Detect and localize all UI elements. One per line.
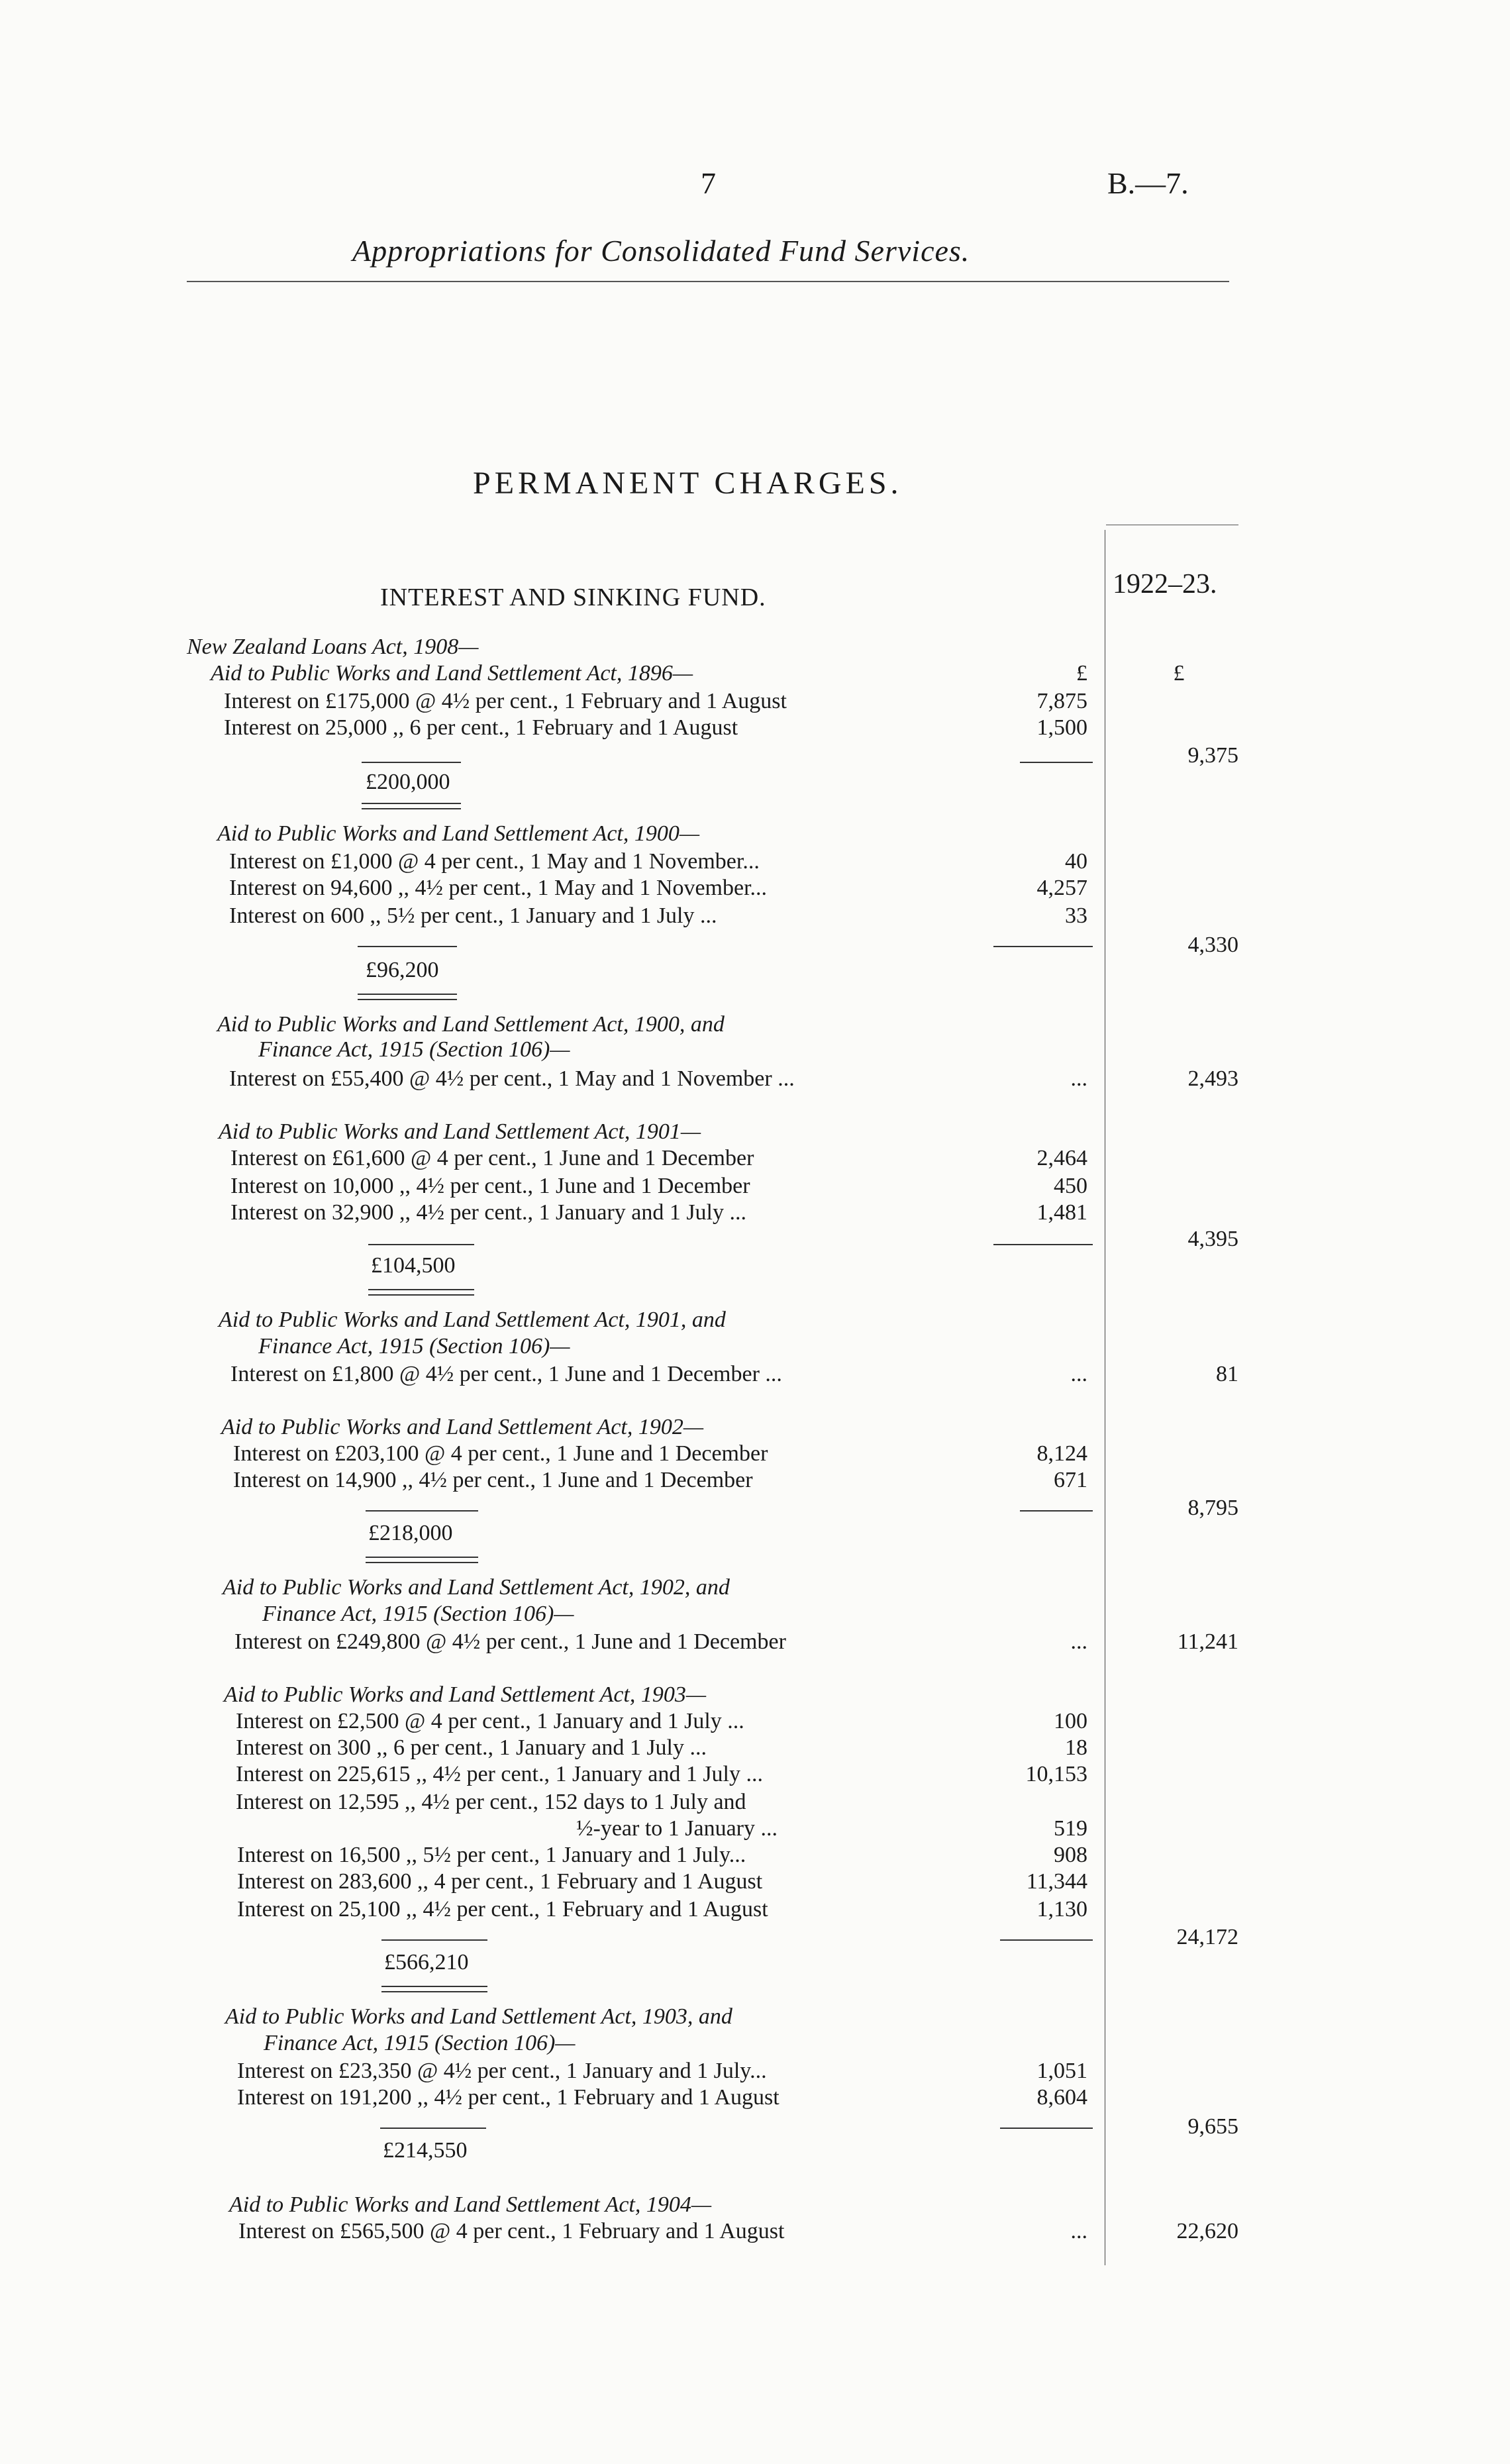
interest-amount: ... bbox=[1070, 2219, 1087, 2243]
section-total: 24,172 bbox=[1176, 1925, 1238, 1949]
subtotal-rule bbox=[993, 946, 1093, 947]
interest-line: Interest on 10,000 ,, 4½ per cent., 1 June and 1 December bbox=[230, 1174, 750, 1198]
act-title: New Zealand Loans Act, 1908— bbox=[187, 635, 479, 659]
interest-amount: 7,875 bbox=[1036, 689, 1087, 713]
section-title: Aid to Public Works and Land Settlement Act, 1902, and bbox=[223, 1575, 730, 1600]
section-title: Aid to Public Works and Land Settlement Act, 1900— bbox=[217, 821, 700, 846]
document-reference: B.—7. bbox=[1107, 166, 1189, 200]
section-total: 4,395 bbox=[1187, 1227, 1238, 1251]
interest-line: Interest on £23,350 @ 4½ per cent., 1 January and 1 July... bbox=[237, 2059, 767, 2083]
principal-rule bbox=[358, 946, 457, 947]
interest-amount: 8,124 bbox=[1036, 1441, 1087, 1466]
section-title-cont: Finance Act, 1915 (Section 106)— bbox=[262, 1602, 574, 1626]
principal-rule bbox=[380, 2128, 486, 2129]
interest-amount: 8,604 bbox=[1036, 2085, 1087, 2110]
interest-amount: 40 bbox=[1065, 849, 1087, 874]
subtotal-rule bbox=[1000, 2128, 1093, 2129]
interest-line: Interest on 14,900 ,, 4½ per cent., 1 June and 1 December bbox=[233, 1468, 753, 1492]
interest-amount: 1,500 bbox=[1036, 715, 1087, 740]
interest-line: Interest on £55,400 @ 4½ per cent., 1 May and 1 November ... bbox=[229, 1066, 795, 1091]
interest-amount: 11,344 bbox=[1026, 1869, 1087, 1894]
interest-line: Interest on £203,100 @ 4 per cent., 1 June and 1 December bbox=[233, 1441, 768, 1466]
section-total: 8,795 bbox=[1187, 1496, 1238, 1520]
principal-rule bbox=[362, 762, 461, 763]
principal-amount: £104,500 bbox=[371, 1253, 456, 1278]
subtotal-rule bbox=[1020, 762, 1093, 763]
section-total: 9,375 bbox=[1187, 743, 1238, 768]
interest-line: Interest on 300 ,, 6 per cent., 1 January and 1 July ... bbox=[236, 1735, 707, 1760]
principal-amount: £218,000 bbox=[368, 1521, 453, 1545]
principal-rule bbox=[368, 1244, 474, 1245]
interest-amount: 450 bbox=[1054, 1174, 1087, 1198]
interest-amount: ... bbox=[1070, 1066, 1087, 1091]
page-number: 7 bbox=[701, 166, 716, 200]
section-total: 22,620 bbox=[1176, 2219, 1238, 2243]
section-total: 2,493 bbox=[1187, 1066, 1238, 1091]
interest-line: Interest on £1,800 @ 4½ per cent., 1 June and 1 December ... bbox=[230, 1362, 782, 1386]
interest-line: Interest on £1,000 @ 4 per cent., 1 May and 1 November... bbox=[229, 849, 760, 874]
interest-amount: 908 bbox=[1054, 1843, 1087, 1867]
section-title: Aid to Public Works and Land Settlement Act, 1901, and bbox=[219, 1308, 726, 1332]
principal-amount: £96,200 bbox=[366, 958, 439, 982]
interest-line: Interest on £565,500 @ 4 per cent., 1 February and 1 August bbox=[238, 2219, 785, 2243]
section-total: 9,655 bbox=[1187, 2114, 1238, 2139]
interest-line: Interest on 16,500 ,, 5½ per cent., 1 January and 1 July... bbox=[237, 1843, 746, 1867]
interest-amount: 519 bbox=[1054, 1816, 1087, 1841]
interest-amount: ... bbox=[1070, 1629, 1087, 1654]
interest-line: Interest on 191,200 ,, 4½ per cent., 1 February and 1 August bbox=[237, 2085, 780, 2110]
section-title: Aid to Public Works and Land Settlement Act, 1904— bbox=[229, 2192, 712, 2217]
principal-double-rule bbox=[368, 1289, 474, 1296]
interest-amount: 671 bbox=[1054, 1468, 1087, 1492]
principal-double-rule bbox=[366, 1557, 478, 1563]
interest-amount: 33 bbox=[1065, 903, 1087, 928]
section-title: Aid to Public Works and Land Settlement Act, 1901— bbox=[219, 1119, 701, 1144]
currency-left: £ bbox=[1076, 661, 1087, 686]
interest-amount: 4,257 bbox=[1036, 876, 1087, 900]
interest-amount: 10,153 bbox=[1025, 1762, 1087, 1786]
principal-double-rule bbox=[358, 994, 457, 1000]
interest-line: Interest on £2,500 @ 4 per cent., 1 January and 1 July ... bbox=[236, 1709, 744, 1733]
interest-amount: 2,464 bbox=[1036, 1146, 1087, 1170]
section-title: Aid to Public Works and Land Settlement Act, 1896— bbox=[211, 661, 693, 686]
interest-amount: 1,481 bbox=[1036, 1200, 1087, 1225]
interest-amount: 1,130 bbox=[1036, 1897, 1087, 1922]
principal-double-rule bbox=[381, 1986, 487, 1992]
section-title-cont: Finance Act, 1915 (Section 106)— bbox=[264, 2031, 576, 2055]
section-title: Aid to Public Works and Land Settlement Act, 1903, and bbox=[225, 2004, 732, 2029]
interest-amount: 18 bbox=[1065, 1735, 1087, 1760]
principal-amount: £214,550 bbox=[383, 2138, 468, 2163]
interest-line: Interest on 12,595 ,, 4½ per cent., 152 days to 1 July and bbox=[236, 1790, 746, 1814]
interest-amount: ... bbox=[1070, 1362, 1087, 1386]
subheading: INTEREST AND SINKING FUND. bbox=[380, 584, 766, 611]
subtotal-rule bbox=[993, 1244, 1093, 1245]
section-total: 11,241 bbox=[1177, 1629, 1238, 1654]
currency-right: £ bbox=[1173, 661, 1185, 686]
interest-line: Interest on 32,900 ,, 4½ per cent., 1 January and 1 July ... bbox=[230, 1200, 746, 1225]
interest-line: Interest on 600 ,, 5½ per cent., 1 January and 1 July ... bbox=[229, 903, 717, 928]
section-heading: PERMANENT CHARGES. bbox=[473, 466, 903, 501]
interest-amount: 100 bbox=[1054, 1709, 1087, 1733]
interest-line-cont: ½-year to 1 January ... bbox=[576, 1816, 778, 1841]
principal-rule bbox=[366, 1510, 478, 1512]
section-total: 81 bbox=[1216, 1362, 1238, 1386]
header-rule bbox=[187, 281, 1229, 282]
section-title: Aid to Public Works and Land Settlement Act, 1903— bbox=[224, 1682, 707, 1707]
principal-amount: £200,000 bbox=[366, 770, 450, 794]
interest-line: Interest on £61,600 @ 4 per cent., 1 June and 1 December bbox=[230, 1146, 754, 1170]
principal-double-rule bbox=[362, 803, 461, 809]
interest-line: Interest on 25,000 ,, 6 per cent., 1 February and 1 August bbox=[224, 715, 738, 740]
interest-line: Interest on 225,615 ,, 4½ per cent., 1 January and 1 July ... bbox=[236, 1762, 763, 1786]
interest-amount: 1,051 bbox=[1036, 2059, 1087, 2083]
page-title: Appropriations for Consolidated Fund Services. bbox=[352, 234, 970, 268]
section-title-cont: Finance Act, 1915 (Section 106)— bbox=[258, 1037, 570, 1062]
principal-amount: £566,210 bbox=[384, 1950, 469, 1975]
section-title: Aid to Public Works and Land Settlement Act, 1900, and bbox=[217, 1012, 725, 1037]
column-year: 1922–23. bbox=[1113, 569, 1217, 599]
interest-line: Interest on £175,000 @ 4½ per cent., 1 February and 1 August bbox=[224, 689, 787, 713]
interest-line: Interest on £249,800 @ 4½ per cent., 1 June and 1 December bbox=[234, 1629, 786, 1654]
section-total: 4,330 bbox=[1187, 933, 1238, 957]
subtotal-rule bbox=[1000, 1939, 1093, 1941]
principal-rule bbox=[381, 1939, 487, 1941]
section-title: Aid to Public Works and Land Settlement Act, 1902— bbox=[221, 1415, 704, 1439]
interest-line: Interest on 25,100 ,, 4½ per cent., 1 February and 1 August bbox=[237, 1897, 768, 1922]
interest-line: Interest on 283,600 ,, 4 per cent., 1 February and 1 August bbox=[237, 1869, 763, 1894]
interest-line: Interest on 94,600 ,, 4½ per cent., 1 May and 1 November... bbox=[229, 876, 768, 900]
subtotal-rule bbox=[1020, 1510, 1093, 1512]
section-title-cont: Finance Act, 1915 (Section 106)— bbox=[258, 1334, 570, 1359]
